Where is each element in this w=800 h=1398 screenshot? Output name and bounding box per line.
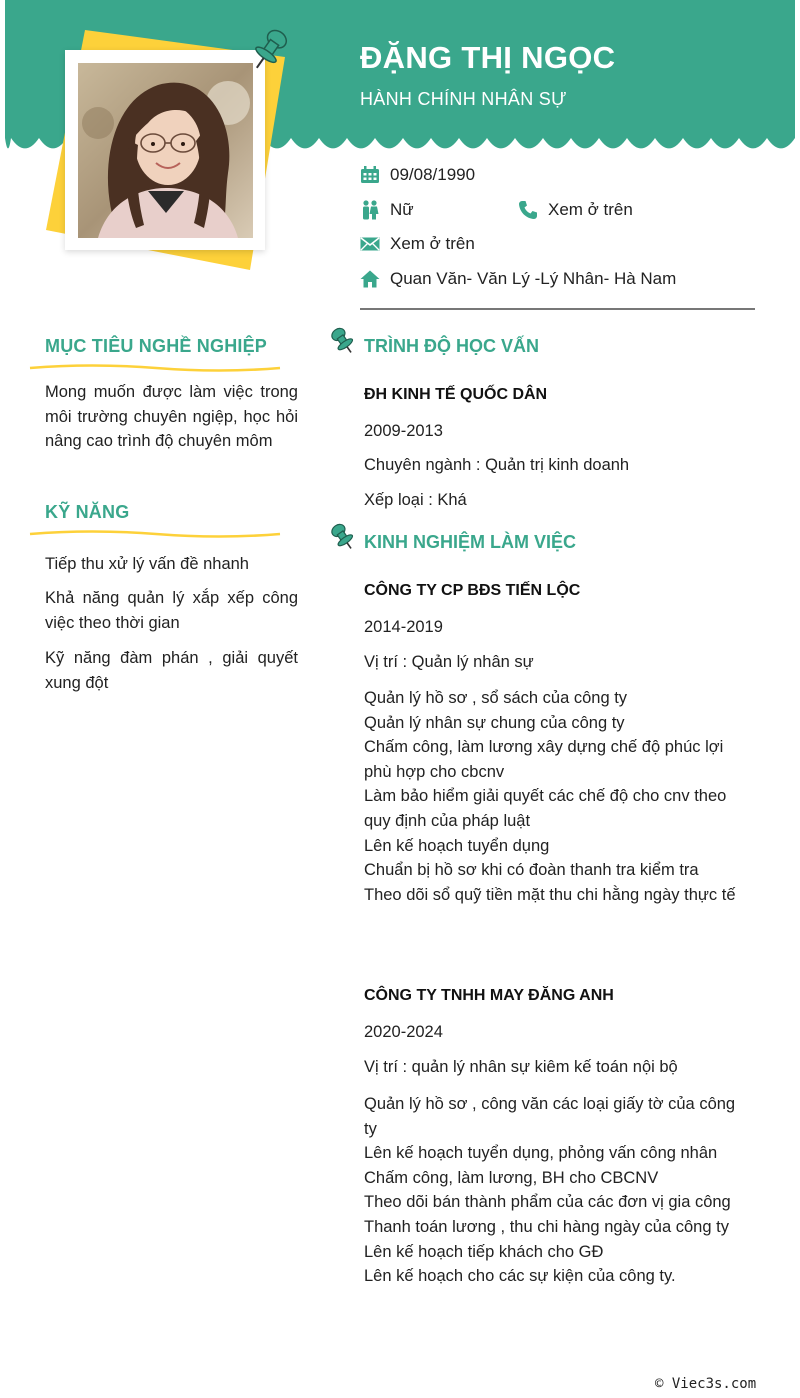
footer-copyright: © Viec3s.com <box>655 1376 757 1392</box>
contact-address <box>360 269 676 289</box>
address-value: Quan Văn- Văn Lý -Lý Nhân- Hà Nam <box>390 269 677 288</box>
objective-text: Mong muốn được làm việc trong môi trường chuyên ngiệp, học hỏi nâng cao trình độ chuyên môm <box>45 383 298 450</box>
objective-title: MỤC TIÊU NGHỀ NGHIỆP <box>45 336 268 356</box>
job-role: Vị trí : Quản lý nhân sự <box>364 653 534 671</box>
phone-icon <box>518 200 538 220</box>
candidate-name: ĐẶNG THỊ NGỌC <box>360 40 616 75</box>
email-value: Xem ở trên <box>390 234 475 253</box>
education-title: TRÌNH ĐỘ HỌC VẤN <box>364 336 539 356</box>
candidate-position: HÀNH CHÍNH NHÂN SỰ <box>360 89 567 109</box>
school-name: ĐH KINH TẾ QUỐC DÂN <box>364 386 548 403</box>
objective-underline <box>28 363 283 373</box>
pushpin-icon <box>330 522 356 552</box>
contact-email <box>360 234 475 254</box>
duty-item: Theo dõi sổ quỹ tiền mặt thu chi hằng ngày thực tế <box>364 885 736 904</box>
education-major: Chuyên ngành : Quản trị kinh doanh <box>364 456 630 474</box>
duty-item: Lên kế hoạch tuyển dụng <box>364 836 550 855</box>
duty-item: Chấm công, làm lương xây dựng chế độ phúc lợi phù hợp cho cbcnv <box>364 738 724 781</box>
contact-gender <box>360 200 414 220</box>
skill-item: Khả năng quản lý xắp xếp công việc theo thời gian <box>45 589 298 632</box>
pushpin-icon <box>330 326 356 356</box>
duty-item: Quản lý hồ sơ , sổ sách của công ty <box>364 689 628 707</box>
skills-underline <box>28 529 283 539</box>
skill-item: Kỹ năng đàm phán , giải quyết xung đột <box>45 649 298 692</box>
skill-item: Tiếp thu xử lý vấn đề nhanh <box>45 555 249 573</box>
calendar-icon <box>360 165 380 185</box>
gender-value: Nữ <box>390 200 414 219</box>
home-icon <box>360 269 380 289</box>
avatar <box>78 63 253 238</box>
job-duties <box>364 686 736 907</box>
experience-title: KINH NGHIỆM LÀM VIỆC <box>364 532 577 552</box>
job-duties <box>364 1092 736 1289</box>
job-role: Vị trí : quản lý nhân sự kiêm kế toán nội bộ <box>364 1058 678 1076</box>
job-period: 2014-2019 <box>364 618 443 636</box>
pushpin-icon <box>248 25 292 73</box>
email-icon <box>360 234 380 254</box>
skills-title: KỸ NĂNG <box>45 502 130 522</box>
duty-item: Theo dõi bán thành phẩm của các đơn vị gia công <box>364 1193 731 1212</box>
job-company: CÔNG TY TNHH MAY ĐĂNG ANH <box>364 987 614 1004</box>
gender-icon <box>360 200 380 220</box>
duty-item: Lên kế hoạch cho các sự kiện của công ty. <box>364 1267 676 1286</box>
education-period: 2009-2013 <box>364 422 443 440</box>
duty-item: Lên kế hoạch tuyển dụng, phỏng vấn công nhân <box>364 1144 718 1163</box>
duty-item: Thanh toán lương , thu chi hàng ngày của công ty <box>364 1217 729 1236</box>
duty-item: Chuẩn bị hồ sơ khi có đoàn thanh tra kiểm tra <box>364 861 699 880</box>
job-company: CÔNG TY CP BĐS TIẾN LỘC <box>364 582 581 599</box>
contact-phone <box>518 200 633 220</box>
duty-item: Quản lý hồ sơ , công văn các loại giấy tờ của công ty <box>364 1095 736 1138</box>
birthday-value: 09/08/1990 <box>390 165 476 184</box>
duty-item: Quản lý nhân sự chung của công ty <box>364 713 625 732</box>
duty-item: Chấm công, làm lương, BH cho CBCNV <box>364 1168 659 1187</box>
contact-birthday <box>360 165 475 185</box>
duty-item: Lên kế hoạch tiếp khách cho GĐ <box>364 1242 604 1261</box>
education-rank: Xếp loại : Khá <box>364 491 467 509</box>
contact-divider <box>360 308 755 310</box>
job-period: 2020-2024 <box>364 1023 443 1041</box>
duty-item: Làm bảo hiểm giải quyết các chế độ cho cnv theo quy định của pháp luật <box>364 787 727 830</box>
phone-value: Xem ở trên <box>548 200 633 219</box>
